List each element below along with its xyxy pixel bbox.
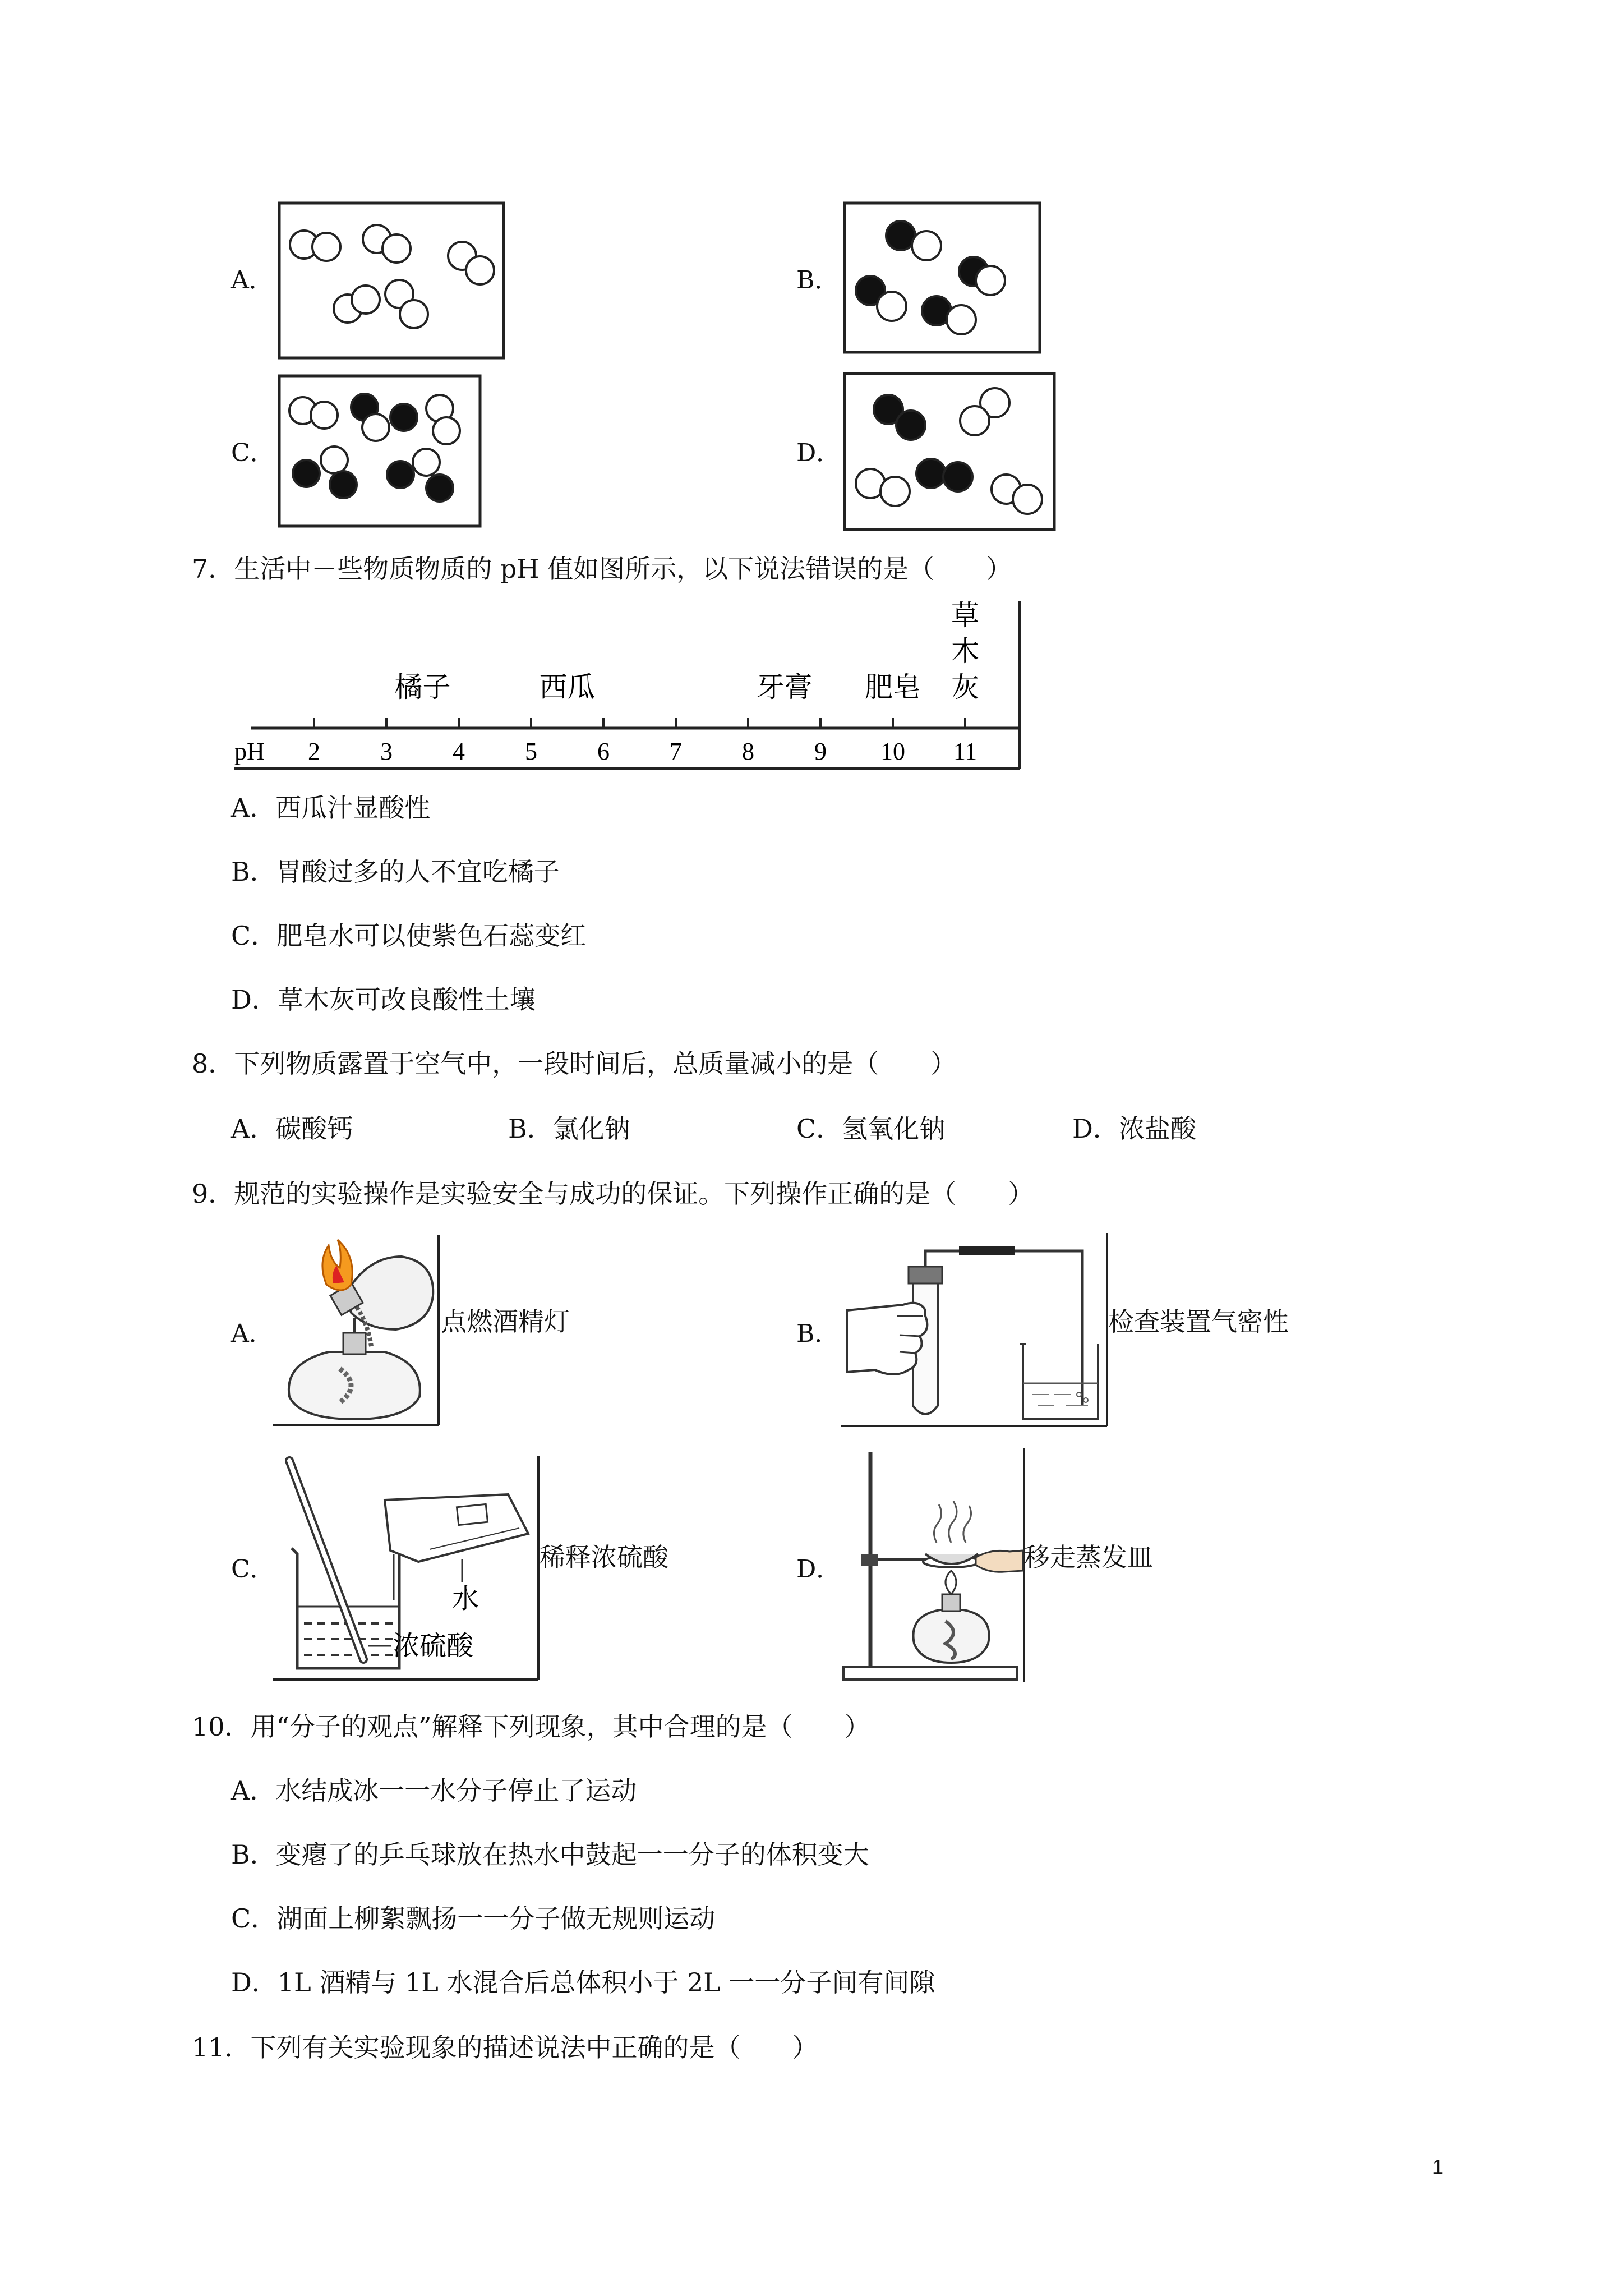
- dilute-acid-icon: [273, 1455, 542, 1685]
- q11-stem: 11．下列有关实验现象的描述说法中正确的是（ ）: [192, 2032, 818, 2063]
- q9-stem: 9．规范的实验操作是实验安全与成功的保证。下列操作正确的是（ ）: [192, 1179, 1034, 1209]
- ph-substance-label: 肥皂: [865, 671, 921, 703]
- ph-substance-label: 橘子: [394, 671, 451, 703]
- q7-stem: 7．生活中－些物质物质的 pH 值如图所示，以下说法错误的是（ ）: [192, 554, 1012, 584]
- ph-substance-label: 灰: [951, 671, 979, 703]
- q9-option-c-letter: C．: [231, 1555, 275, 1584]
- ph-tick-label: 10: [880, 738, 905, 765]
- airtightness-check-icon: [841, 1232, 1110, 1432]
- q9-option-d-caption: 移走蒸发皿: [1024, 1542, 1153, 1572]
- molecule-box-all-white-icon: [277, 201, 508, 364]
- q10-stem: 10．用“分子的观点”解释下列现象，其中合理的是（ ）: [192, 1711, 870, 1742]
- ph-tick-label: 8: [742, 738, 754, 765]
- q6-option-c-letter: C．: [231, 439, 275, 467]
- alcohol-lamp-icon: [273, 1234, 441, 1428]
- q9-option-d-letter: D．: [796, 1555, 841, 1584]
- q6-option-a-letter: A．: [231, 266, 274, 295]
- molecule-box-black-white-pairs-icon: [842, 201, 1044, 358]
- ph-substance-label: 牙膏: [756, 671, 813, 703]
- concentrated-acid-label: 浓硫酸: [393, 1630, 474, 1662]
- q9-option-c-caption: 稀释浓硫酸: [540, 1542, 668, 1572]
- q10-option-c: C．湖面上柳絮飘扬一一分子做无规则运动: [231, 1903, 716, 1934]
- q9-option-b-letter: B．: [796, 1319, 840, 1348]
- ph-tick-label: 11: [953, 738, 978, 765]
- q10-option-b: B．变瘪了的乒乓球放在热水中鼓起一一分子的体积变大: [231, 1839, 869, 1870]
- ph-tick-label: 4: [453, 738, 465, 765]
- ph-scale-chart: [234, 598, 1026, 777]
- molecule-box-mixed-icon: [277, 374, 485, 531]
- ph-substance-label: 西瓜: [539, 671, 596, 703]
- q10-option-a: A．水结成冰一一水分子停止了运动: [231, 1775, 637, 1806]
- q7-option-c: C．肥皂水可以使紫色石蕊变红: [231, 921, 587, 951]
- ph-tick-label: 5: [525, 738, 537, 765]
- ph-tick-label: 2: [308, 738, 320, 765]
- q8-option-c: C．氢氧化钠: [796, 1114, 946, 1144]
- page-number: 1: [1432, 2155, 1444, 2178]
- q9-option-a-caption: 点燃酒精灯: [441, 1306, 570, 1337]
- ph-substance-label: 木: [951, 635, 979, 668]
- ph-axis-label: pH: [234, 738, 265, 765]
- q6-option-d-letter: D．: [796, 439, 841, 467]
- evaporating-dish-icon: [841, 1447, 1029, 1688]
- q8-option-b: B．氯化钠: [508, 1114, 630, 1144]
- q7-option-d: D．草木灰可改良酸性土壤: [231, 984, 536, 1015]
- q7-option-b: B．胃酸过多的人不宜吃橘子: [231, 857, 560, 887]
- ph-tick-label: 7: [670, 738, 682, 765]
- water-label: 水: [452, 1583, 479, 1614]
- q9-option-b-caption: 检查装置气密性: [1108, 1306, 1289, 1337]
- q8-option-a: A．碳酸钙: [231, 1114, 353, 1144]
- ph-tick-label: 6: [597, 738, 610, 765]
- q10-option-d: D．1L 酒精与 1L 水混合后总体积小于 2L 一一分子间有间隙: [231, 1967, 935, 1998]
- q8-option-d: D．浓盐酸: [1072, 1114, 1196, 1144]
- q9-option-a-letter: A．: [231, 1319, 274, 1348]
- ph-tick-label: 3: [380, 738, 393, 765]
- q6-option-b-letter: B．: [796, 266, 840, 295]
- q7-option-a: A．西瓜汁显酸性: [231, 793, 431, 823]
- ph-tick-label: 9: [814, 738, 827, 765]
- q8-stem: 8．下列物质露置于空气中，一段时间后，总质量减小的是（ ）: [192, 1048, 957, 1079]
- molecule-box-mixed-pairs-icon: [842, 371, 1059, 534]
- ph-substance-label: 草: [951, 599, 979, 632]
